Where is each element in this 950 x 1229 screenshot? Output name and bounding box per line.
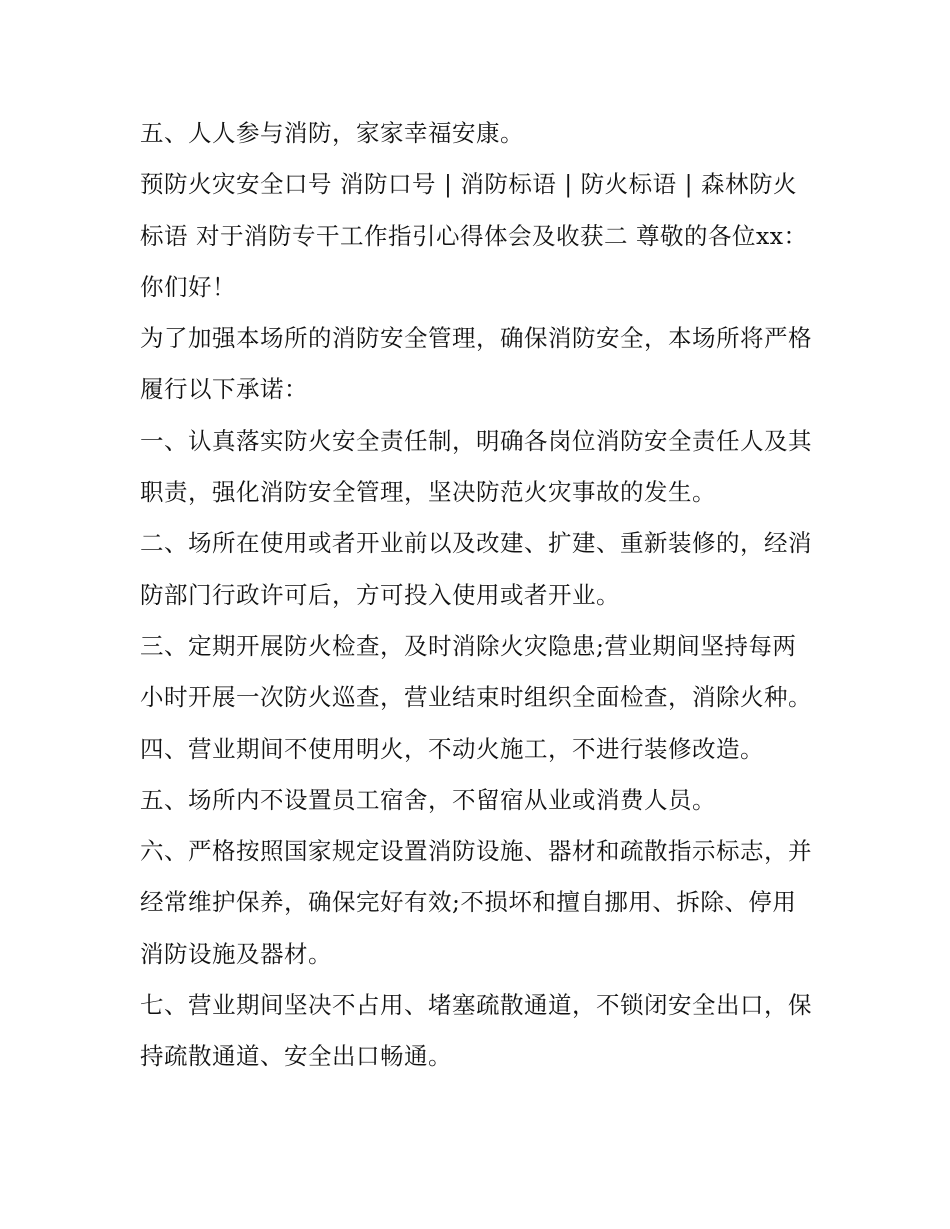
paragraph-item-4: 四、营业期间不使用明火，不动火施工，不进行装修改造。 — [140, 734, 764, 763]
document-body — [140, 108, 820, 1083]
paragraph-slogan: 五、人人参与消防，家家幸福安康。 — [140, 119, 524, 147]
paragraph-greeting: 预防火灾安全口号 消防口号 | 消防标语 | 防火标语 | 森林防火标语 对于消防专干工作指引心得体会及收获二 尊敬的各位xx： 你们好！ — [140, 170, 808, 301]
paragraph-intro: 为了加强本场所的消防安全管理，确保消防安全，本场所将严格履行以下承诺： — [140, 324, 812, 404]
paragraph-item-7: 七、营业期间坚决不占用、堵塞疏散通道，不锁闭安全出口，保持疏散通道、安全出口畅通。 — [140, 991, 812, 1071]
paragraph-item-3: 三、定期开展防火检查，及时消除火灾隐患;营业期间坚持每两小时开展一次防火巡查，营业结束时组织全面检查，消除火种。 — [140, 631, 812, 712]
paragraph-item-2: 二、场所在使用或者开业前以及改建、扩建、重新装修的，经消防部门行政许可后，方可投入使用或者开业。 — [140, 529, 812, 609]
paragraph-item-6: 六、严格按照国家规定设置消防设施、器材和疏散指示标志，并经常维护保养，确保完好有效;不损坏和擅自挪用、拆除、停用消防设施及器材。 — [140, 837, 812, 968]
paragraph-item-5: 五、场所内不设置员工宿舍，不留宿从业或消费人员。 — [140, 785, 716, 814]
paragraph-item-1: 一、认真落实防火安全责任制，明确各岗位消防安全责任人及其职责，强化消防安全管理，坚决防范火灾事故的发生。 — [140, 426, 812, 507]
